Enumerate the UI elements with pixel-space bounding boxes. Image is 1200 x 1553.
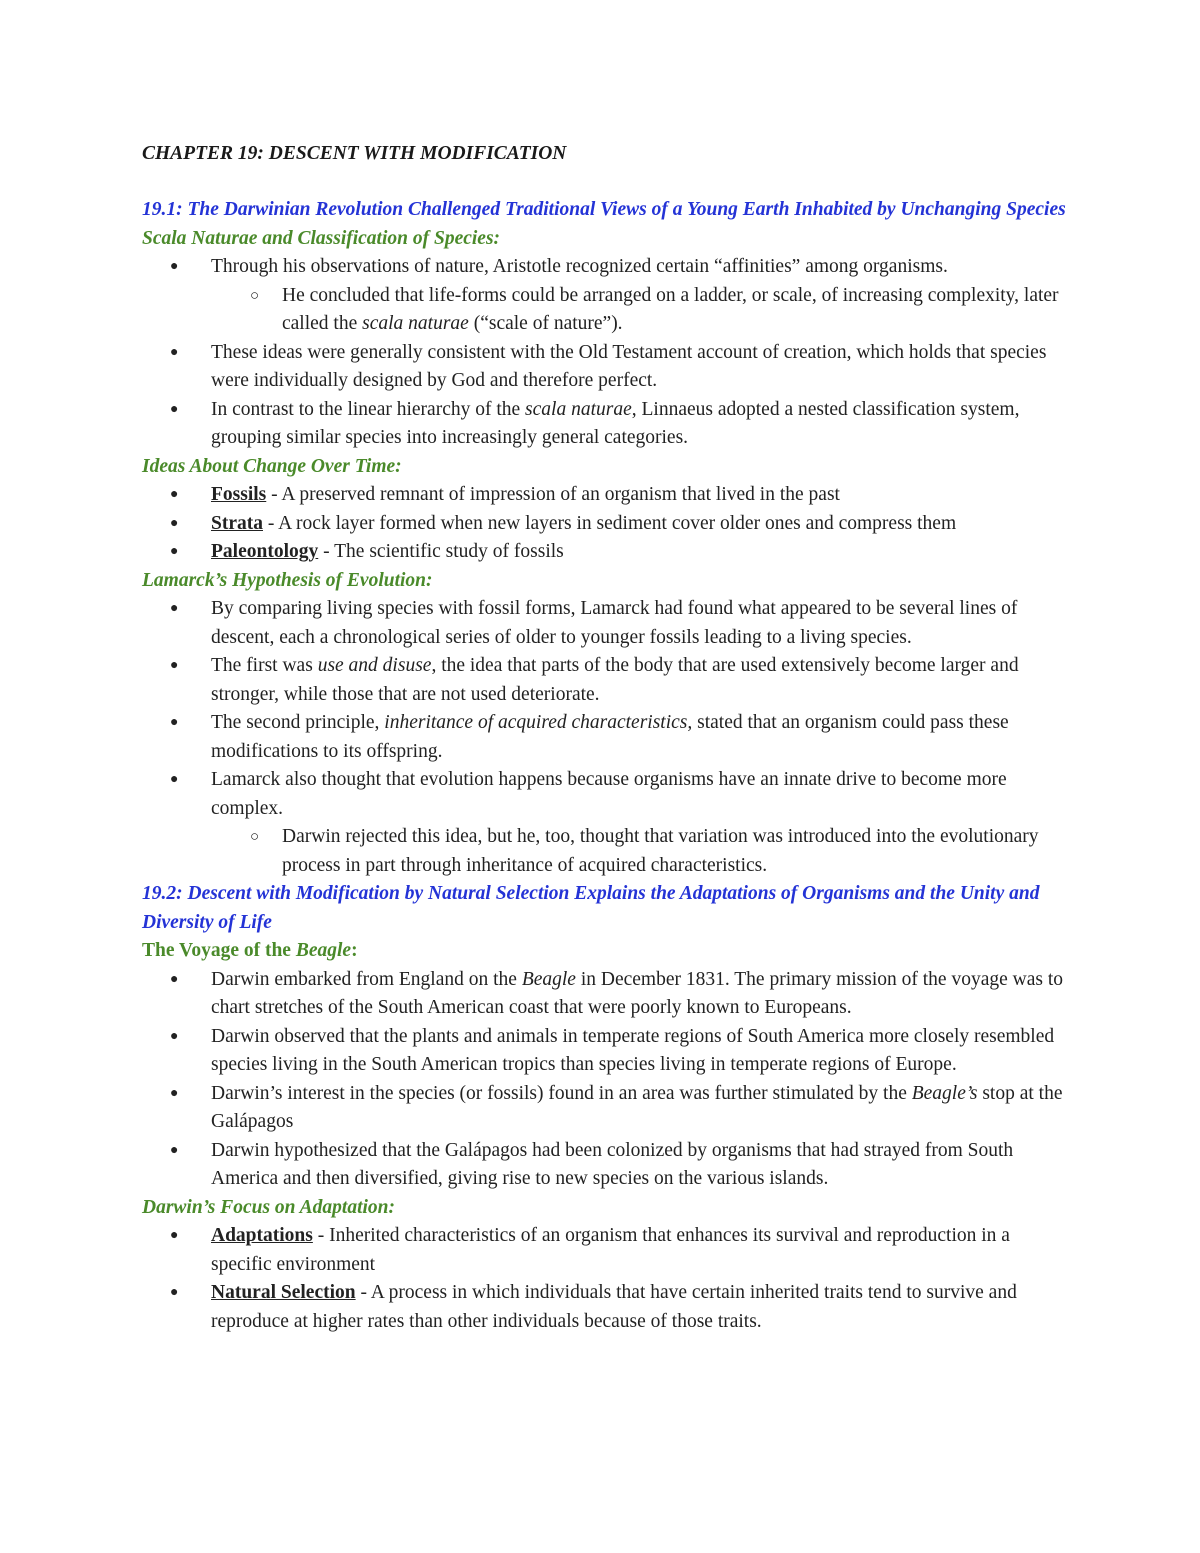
list-item	[142, 709, 1072, 766]
term-strata: Strata	[211, 512, 263, 534]
subheading-scala-naturae: Scala Naturae and Classification of Species:	[142, 227, 501, 249]
section-heading-19-2: 19.2: Descent with Modification by Natural Selection Explains the Adaptations of Organisms and the Unity and Diversity of Life	[142, 883, 1040, 933]
list-item	[142, 1279, 1072, 1336]
chapter-title: CHAPTER 19: DESCENT WITH MODIFICATION	[142, 143, 567, 164]
bullet-text: Lamarck also thought that evolution happens because organisms have an innate drive to become more complex.	[211, 769, 1007, 819]
sub-list	[211, 823, 1072, 880]
emphasis: inheritance of acquired characteristics,	[384, 712, 693, 733]
text-segment: stop at the Galápagos	[211, 1082, 1063, 1132]
subheading-adaptation: Darwin’s Focus on Adaptation:	[142, 1196, 396, 1218]
list-item	[142, 396, 1072, 453]
term-paleontology: Paleontology	[211, 541, 319, 562]
list-item	[142, 253, 1072, 339]
bullet-text: These ideas were generally consistent with the Old Testament account of creation, which holds that species were individually designed by God and therefore perfect.	[211, 341, 1047, 391]
subheading-lamarck: Lamarck’s Hypothesis of Evolution:	[142, 569, 433, 591]
text-segment: Darwin embarked from England on the	[211, 968, 522, 990]
term-adaptations: Adaptations	[211, 1225, 313, 1246]
text-segment: , Linnaeus adopted a nested classification system, grouping similar species into increasingly general categories.	[211, 398, 1020, 448]
list-item	[142, 966, 1072, 1023]
text-segment: Darwin’s interest in the species (or fossils) found in an area was further stimulated by the	[211, 1082, 912, 1104]
emphasis: use and disuse	[317, 655, 432, 676]
voyage-list	[142, 966, 1072, 1194]
section-heading-19-1: 19.1: The Darwinian Revolution Challenged Traditional Views of a Young Earth Inhabited by Unchanging Species	[142, 199, 1066, 220]
term-natural-selection: Natural Selection	[211, 1282, 356, 1303]
bullet-text: By comparing living species with fossil forms, Lamarck had found what appeared to be several lines of descent, each a chronological series of older to younger fossils leading to a living species.	[211, 598, 1018, 648]
term-fossils: Fossils	[211, 484, 267, 505]
ideas-list	[142, 481, 1072, 567]
definition: - The scientific study of fossils	[318, 541, 564, 562]
text-segment: , the idea that parts of the body that are used extensively become larger and stronger, while those that are not used deteriorate.	[211, 655, 1019, 705]
list-item	[142, 339, 1072, 396]
bullet-text: Darwin observed that the plants and animals in temperate regions of South America more closely resembled species living in the South American tropics than species living in temperate regions of Europe.	[211, 1025, 1055, 1075]
list-item	[142, 1137, 1072, 1194]
sub-list	[211, 282, 1072, 339]
list-item	[142, 595, 1072, 652]
text-segment: in December 1831. The primary mission of the voyage was to chart stretches of the South American coast that were poorly known to Europeans.	[211, 968, 1063, 1018]
text-segment: The second principle,	[211, 712, 385, 733]
definition: - Inherited characteristics of an organism that enhances its survival and reproduction in a specific environment	[211, 1225, 1010, 1275]
text-segment: stated that an organism could pass these modifications to its offspring.	[211, 712, 1009, 762]
subheading-voyage	[142, 937, 1072, 966]
text-segment: The first was	[211, 655, 318, 676]
emphasis: Beagle	[521, 968, 576, 990]
list-item	[142, 538, 1072, 567]
sub-list-item	[142, 282, 1072, 339]
document-page	[142, 138, 1072, 1336]
list-item	[142, 481, 1072, 510]
text-segment: In contrast to the linear hierarchy of the	[211, 398, 526, 420]
scala-naturae-list	[142, 253, 1072, 453]
emphasis: scala naturae	[362, 313, 469, 334]
emphasis: scala naturae	[525, 398, 632, 420]
sub-list-item	[142, 823, 1072, 880]
list-item	[142, 1080, 1072, 1137]
adaptation-list	[142, 1222, 1072, 1336]
definition: - A preserved remnant of impression of an organism that lived in the past	[266, 484, 840, 505]
bullet-text: Through his observations of nature, Aristotle recognized certain “affinities” among organisms.	[211, 256, 948, 277]
definition: - A process in which individuals that have certain inherited traits tend to survive and reproduce at higher rates than other individuals because of those traits.	[211, 1282, 1017, 1332]
bullet-text: Darwin hypothesized that the Galápagos had been colonized by organisms that had strayed from South America and then diversified, giving rise to new species on the various islands.	[211, 1139, 1014, 1189]
text-segment: :	[351, 940, 358, 961]
list-item	[142, 652, 1072, 709]
text-segment: The Voyage of the	[142, 940, 296, 961]
emphasis: Beagle’s	[911, 1082, 978, 1104]
text-segment: Darwin rejected this idea, but he, too, thought that variation was introduced into the evolutionary process in part through inheritance of acquired characteristics.	[282, 826, 1039, 876]
subheading-ideas-change: Ideas About Change Over Time:	[142, 455, 402, 477]
text-segment: He concluded that life-forms could be arranged on a ladder, or scale, of increasing complexity, later called the	[282, 284, 1059, 334]
list-item	[142, 1222, 1072, 1279]
emphasis: Beagle	[295, 940, 352, 961]
list-item	[142, 1023, 1072, 1080]
definition: - A rock layer formed when new layers in sediment cover older ones and compress them	[263, 512, 957, 534]
list-item	[142, 510, 1072, 539]
list-item	[142, 766, 1072, 880]
text-segment: (“scale of nature”).	[468, 313, 623, 334]
lamarck-list	[142, 595, 1072, 880]
